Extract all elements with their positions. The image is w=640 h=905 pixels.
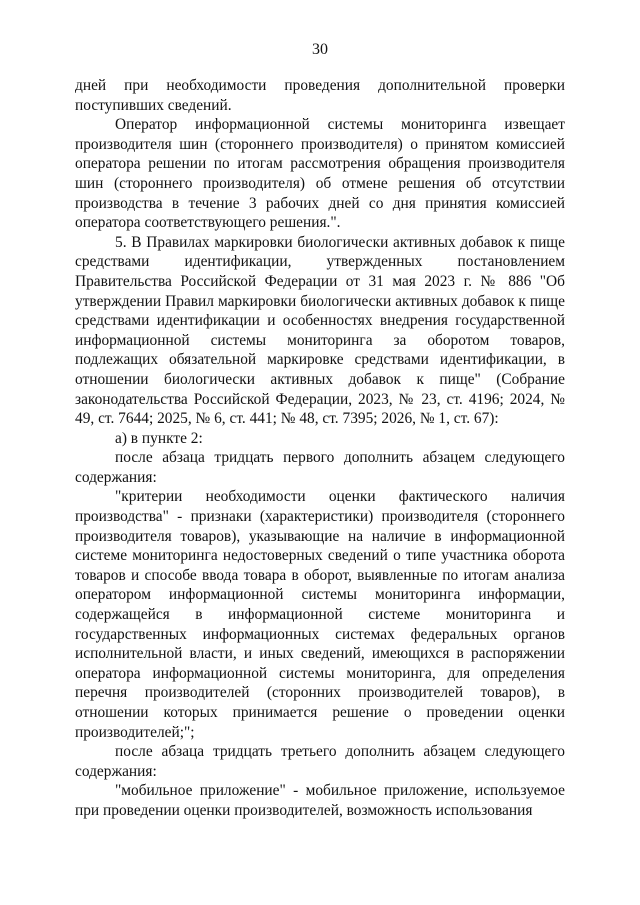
paragraph: после абзаца тридцать первого дополнить абзацем следующего содержания: [75,449,565,486]
document-body [75,76,565,821]
paragraph: после абзаца тридцать третьего дополнить абзацем следующего содержания: [75,743,565,780]
paragraph: "критерии необходимости оценки фактического наличия производства" - признаки (характеристики) производителя (стороннего производителя товаров), указывающие на наличие в информационной системе мониторинга недостоверных сведений о типе участника оборота товаров и способе ввода товара в оборот, выявленные по итогам анализа оператором информационной системы мониторинга информации, содержащейся в информационной системе мониторинга и государственных информационных системах федеральных органов исполнительной власти, и иных сведений, имеющихся в распоряжении оператора информационной системы мониторинга, для определения перечня производителей (сторонних производителей товаров), в отношении которых принимается решение о проведении оценки производителей;"; [75,488,565,741]
paragraph: дней при необходимости проведения дополнительной проверки поступивших сведений. [75,77,565,114]
page-number: 30 [312,41,328,58]
paragraph: 5. В Правилах маркировки биологически активных добавок к пище средствами идентификации, утвержденных постановлением Правительства Российской Федерации от 31 мая 2023 г. № 886 "Об утверждении Правил маркировки биологически активных добавок к пище средствами идентификации и особенностях внедрения государственной информационной системы мониторинга за оборотом товаров, подлежащих обязательной маркировке средствами идентификации, в отношении биологически активных добавок к пище" (Собрание законодательства Российской Федерации, 2023, № 23, ст. 4196; 2024, № 49, ст. 7644; 2025, № 6, ст. 441; № 48, ст. 7395; 2026, № 1, ст. 67): [75,233,565,428]
paragraph: а) в пункте 2: [115,429,203,447]
paragraph: Оператор информационной системы мониторинга извещает производителя шин (стороннего производителя) о принятом комиссией оператора решении по итогам рассмотрения обращения производителя шин (стороннего производителя) об отмене решения об отсутствии производства в течение 3 рабочих дней со дня принятия комиссией оператора соответствующего решения.". [75,116,565,232]
paragraph: "мобильное приложение" - мобильное приложение, используемое при проведении оценки производителей, возможность использования [75,782,565,819]
